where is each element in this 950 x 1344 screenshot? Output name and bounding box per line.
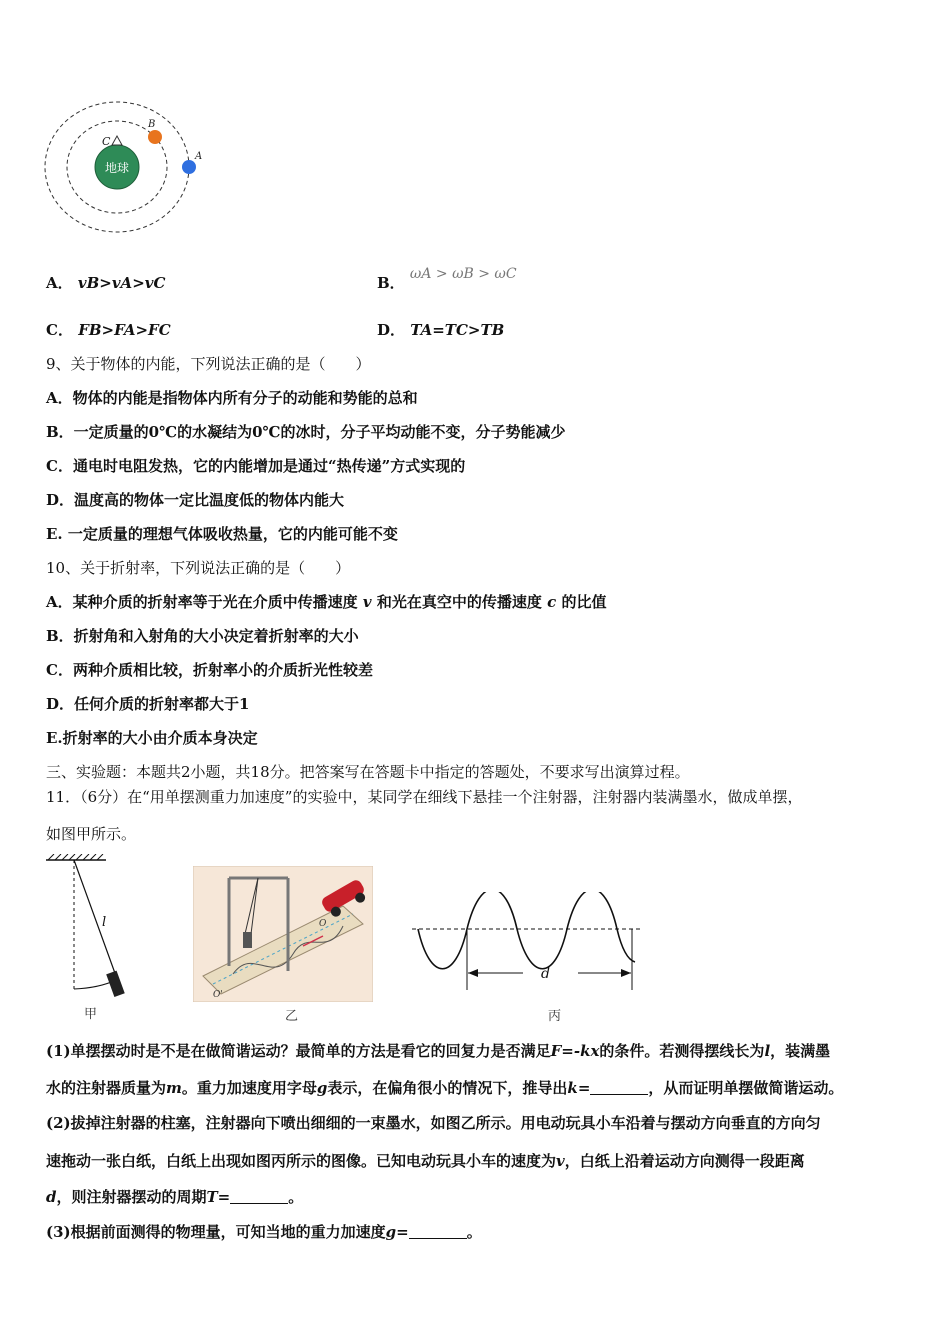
answer-blank-g[interactable] (409, 1224, 467, 1239)
ceiling-hatch (48, 854, 103, 860)
satellite-a (182, 160, 196, 174)
q11-part1-line1 (46, 1041, 830, 1061)
q8-option-c (46, 320, 171, 340)
q11-part2-line3 (46, 1187, 303, 1207)
q10-option-d: D．任何介质的折射率都大于1 (46, 695, 250, 713)
q8-option-d (377, 320, 504, 340)
q8-c-text: FB>FA>FC (78, 321, 171, 339)
figure-yi-setup (193, 866, 373, 1002)
label-o: O (319, 919, 327, 929)
syringe (106, 971, 125, 997)
p1-l1a: (1)单摆摆动时是不是在做简谐运动？最简单的方法是看它的回复力是否满足 (46, 1042, 551, 1060)
q10-a-post: 的比值 (561, 593, 607, 611)
p2-t: T= (206, 1188, 231, 1206)
q8-a-text: vB>vA>vC (77, 274, 166, 292)
p1-l1e: ，装满墨 (770, 1042, 831, 1060)
q8-option-a (46, 273, 165, 293)
p1-g: g (316, 1079, 328, 1097)
label-b: B (148, 119, 156, 130)
p2-l2a: 速拖动一张白纸，白纸上出现如图丙所示的图像。已知电动玩具小车的速度为 (46, 1152, 557, 1170)
p3-g: g= (385, 1223, 409, 1241)
orbit-figure (40, 95, 210, 240)
q11-part2-line1: (2)拔掉注射器的柱塞，注射器向下喷出细细的一束墨水，如图乙所示。用电动玩具小车沿着与摆动方向垂直的方向匀 (46, 1114, 821, 1132)
arrow-left (468, 969, 478, 977)
figure-jia-pendulum (44, 854, 144, 1024)
p1-l2a: 水的注射器质量为 (46, 1079, 167, 1097)
q9-stem: 9、关于物体的内能，下列说法正确的是（ ） (46, 355, 371, 373)
q11-stem-line1: 11．（6分）在“用单摆测重力加速度”的实验中，某同学在细线下悬挂一个注射器，注射器内装满墨水，做成单摆， (46, 788, 803, 806)
label-o-prime: O' (213, 990, 223, 1000)
q10-stem: 10、关于折射率，下列说法正确的是（ ） (46, 559, 351, 577)
q11-part3 (46, 1222, 482, 1242)
q8-d-label: D． (377, 321, 406, 339)
p1-l1c: 的条件。若测得摆线长为 (599, 1042, 765, 1060)
q10-a-v: v (362, 593, 372, 611)
answer-blank-t[interactable] (230, 1189, 288, 1204)
satellite-b (148, 130, 162, 144)
p1-l2e: 表示，在偏角很小的情况下，推导出 (327, 1079, 568, 1097)
q11-stem-line2: 如图甲所示。 (46, 825, 137, 843)
q10-option-c: C．两种介质相比较，折射率小的介质折光性较差 (46, 661, 373, 679)
q8-option-b (377, 266, 517, 294)
p1-m: m (166, 1079, 182, 1097)
q8-b-text: ωA > ωB > ωC (409, 266, 517, 282)
syringe-yi (243, 932, 252, 948)
p1-k: k= (567, 1079, 591, 1097)
section3-heading: 三、实验题：本题共2小题，共18分。把答案写在答题卡中指定的答题处，不要求写出演算过程。 (46, 763, 690, 781)
p2-v: v (556, 1152, 565, 1170)
arrow-right (621, 969, 631, 977)
q8-d-text: TA=TC>TB (410, 321, 505, 339)
q9-option-d: D．温度高的物体一定比温度低的物体内能大 (46, 491, 345, 509)
q9-option-b: B．一定质量的0℃的水凝结为0℃的冰时，分子平均动能不变，分子势能减少 (46, 423, 566, 441)
p1-l2c: 。重力加速度用字母 (181, 1079, 317, 1097)
label-a: A (195, 151, 203, 162)
q11-part1-line2 (46, 1078, 843, 1098)
caption-jia: 甲 (84, 1007, 98, 1022)
p2-d: d (46, 1188, 57, 1206)
satellite-c (112, 136, 122, 145)
q10-option-b: B．折射角和入射角的大小决定着折射率的大小 (46, 627, 359, 645)
q10-option-a (46, 592, 606, 612)
label-l: l (102, 915, 107, 930)
figure-bing-trace (410, 892, 645, 992)
q10-a-pre: A．某种介质的折射率等于光在介质中传播速度 (46, 593, 358, 611)
pendulum-string (74, 860, 116, 976)
q11-part2-line2 (46, 1151, 805, 1171)
q8-b-label: B． (377, 274, 405, 292)
p1-l: l (764, 1042, 771, 1060)
sine-wave (418, 892, 635, 969)
q10-option-e: E.折射率的大小由介质本身决定 (46, 729, 258, 747)
earth-label: 地球 (104, 161, 130, 175)
q9-option-e: E. 一定质量的理想气体吸收热量，它的内能可能不变 (46, 525, 398, 543)
p2-l2c: ，白纸上沿着运动方向测得一段距离 (564, 1152, 805, 1170)
answer-blank-k[interactable] (590, 1080, 648, 1095)
p3c: 。 (466, 1223, 482, 1241)
p2-l3d: 。 (288, 1188, 304, 1206)
label-d: d (541, 966, 550, 982)
p3a: (3)根据前面测得的物理量，可知当地的重力加速度 (46, 1223, 386, 1241)
q8-c-label: C． (46, 321, 73, 339)
caption-bing: 丙 (548, 1009, 562, 1024)
q10-a-c: c (547, 593, 557, 611)
q10-a-mid: 和光在真空中的传播速度 (376, 593, 542, 611)
label-c: C (102, 135, 111, 148)
q8-a-label: A． (46, 274, 73, 292)
p2-l3b: ，则注射器摆动的周期 (56, 1188, 207, 1206)
p1-formula: F=-kx (550, 1042, 600, 1060)
p1-l2g: ，从而证明单摆做简谐运动。 (648, 1079, 844, 1097)
q9-option-a: A．物体的内能是指物体内所有分子的动能和势能的总和 (46, 389, 418, 407)
q9-option-c: C．通电时电阻发热，它的内能增加是通过“热传递”方式实现的 (46, 457, 466, 475)
caption-yi: 乙 (285, 1009, 299, 1024)
